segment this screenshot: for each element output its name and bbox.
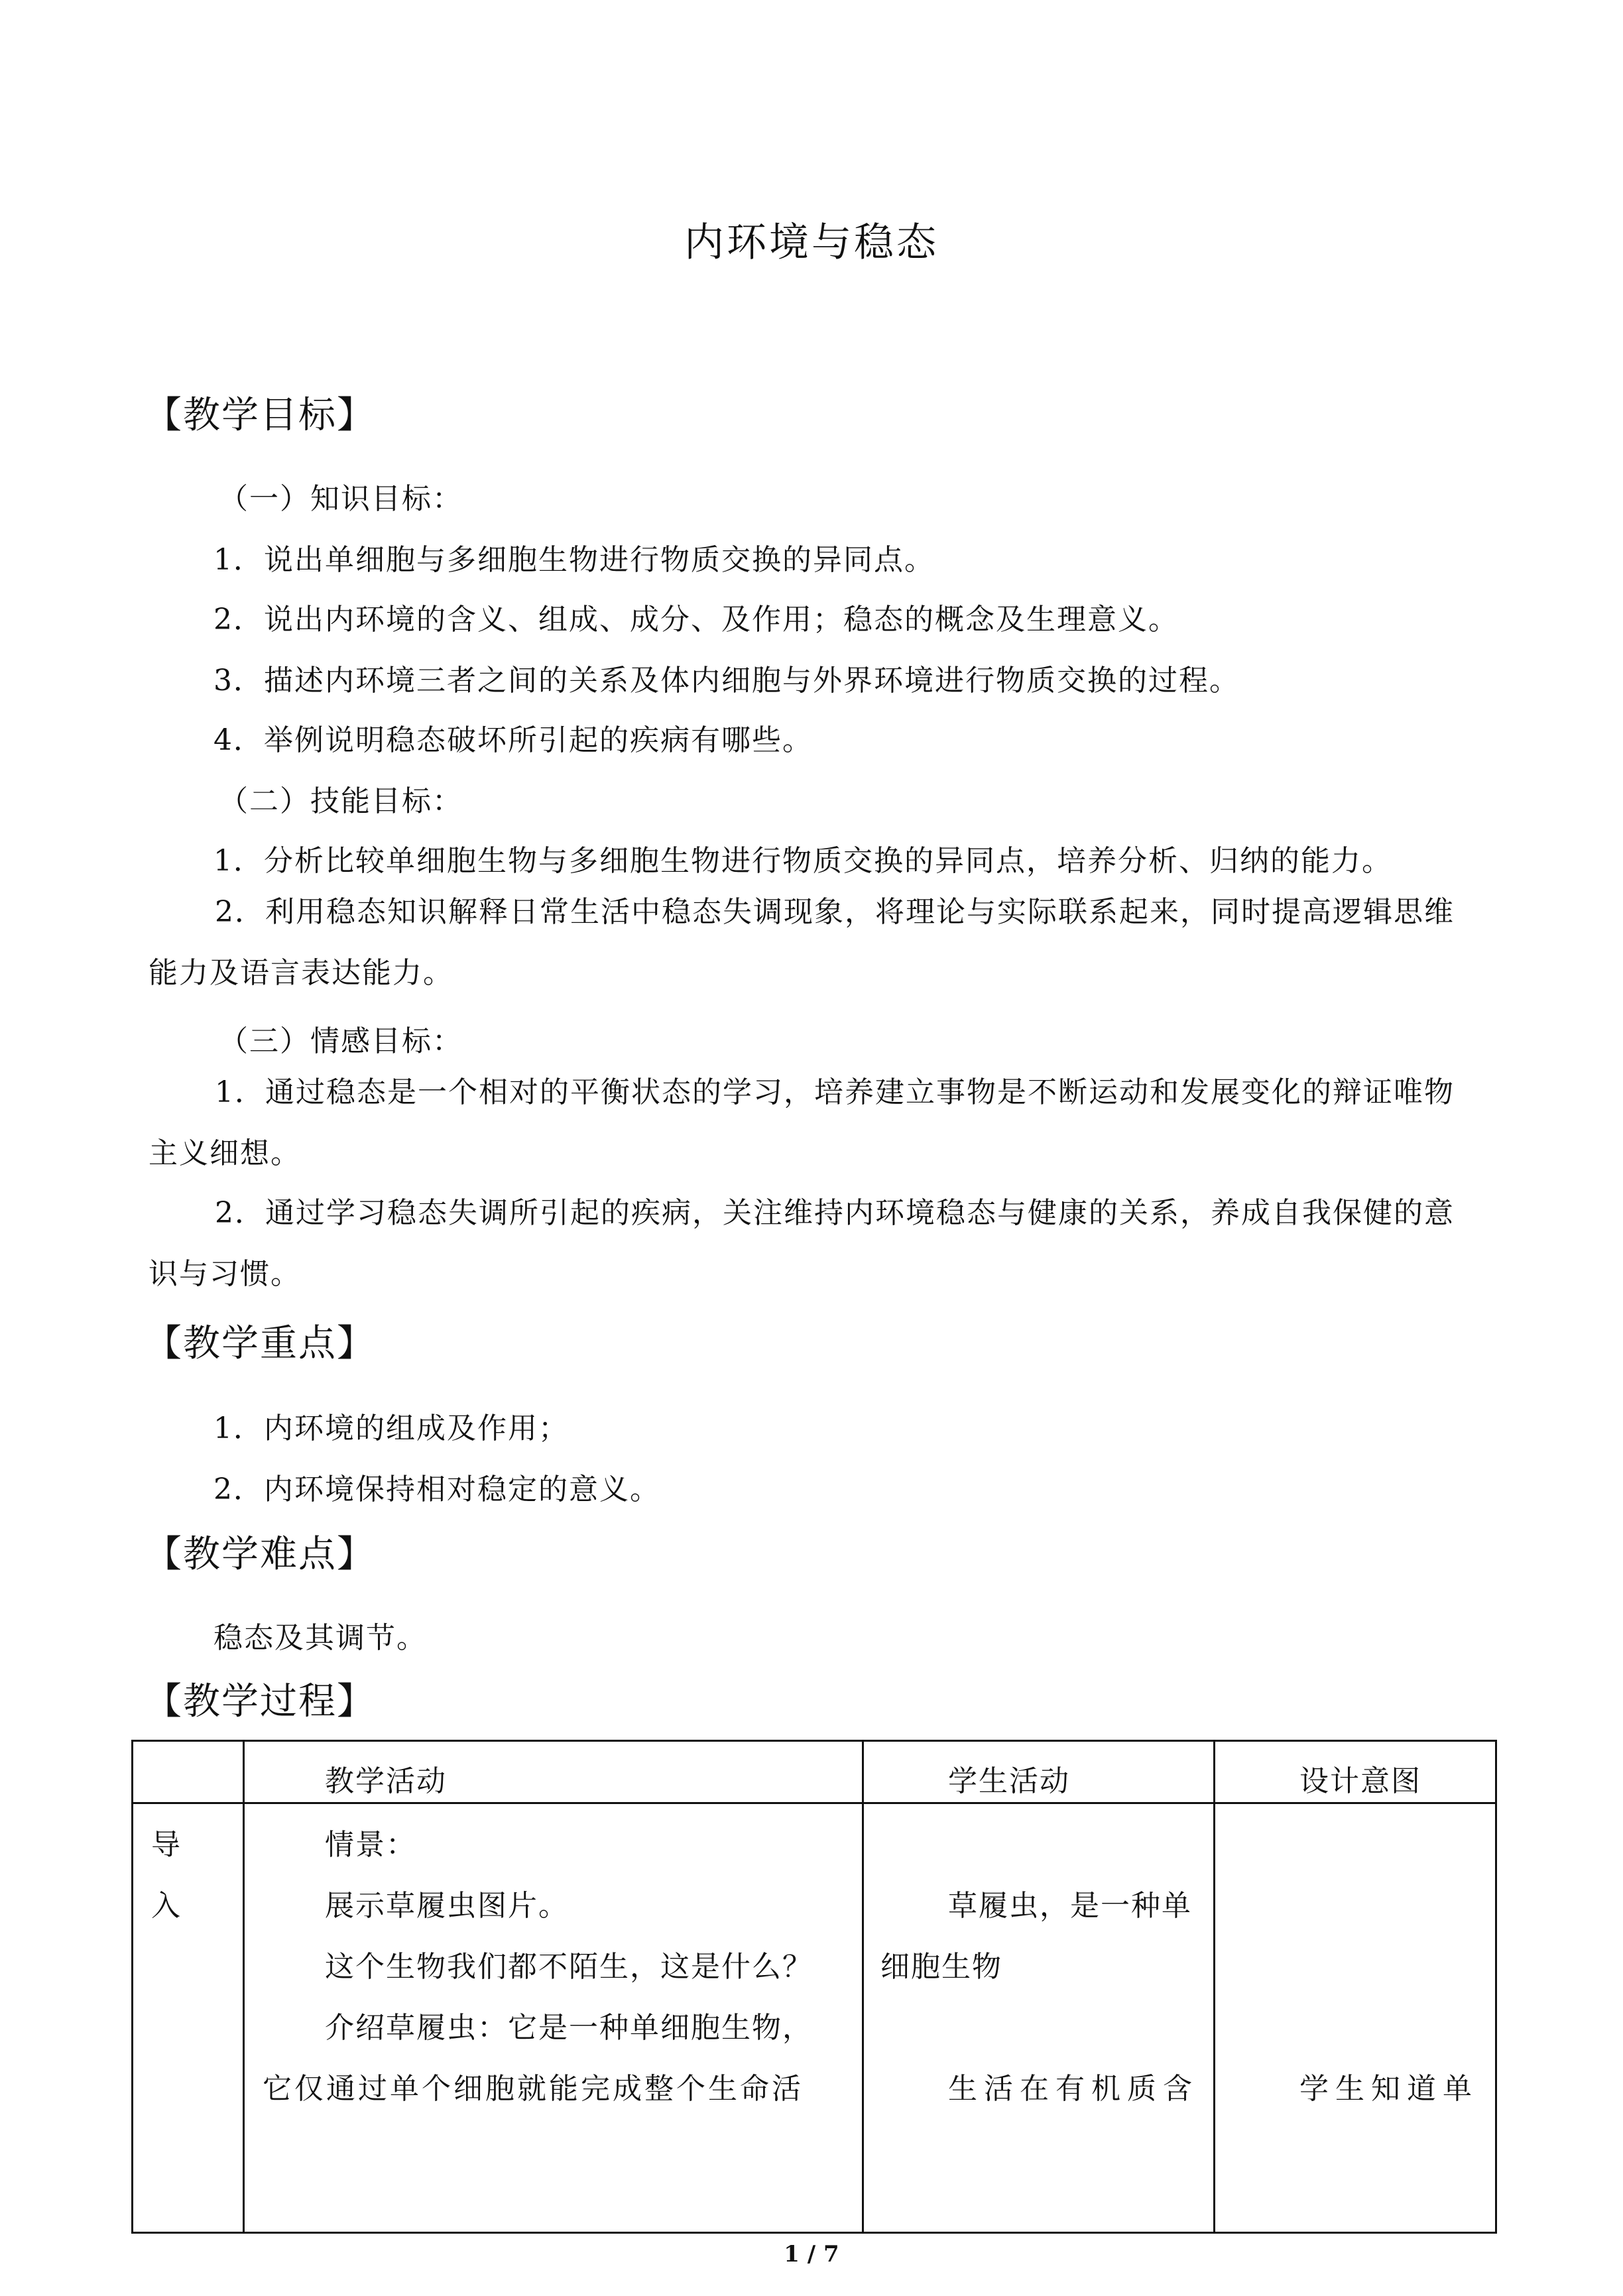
table-border-bottom [131,2232,1497,2234]
emotion-label: （三）情感目标： [219,1024,463,1058]
teacher-activity-line: 介绍草履虫：它是一种单细胞生物， [325,2011,813,2045]
section-heading-key-points: 【教学重点】 [145,1322,375,1365]
difficulty-text: 稳态及其调节。 [213,1621,427,1655]
skill-label: （二）技能目标： [219,784,463,818]
table-col-divider [862,1740,864,2234]
process-table [131,1740,1497,2234]
table-header-teacher: 教学活动 [325,1764,447,1798]
page-number: 1 / 7 [784,2241,839,2267]
key-point-item: 1．内环境的组成及作用； [213,1412,569,1445]
stage-label: 入 [151,1889,182,1923]
emotion-item: 2．通过学习稳态失调所引起的疾病，关注维持内环境稳态与健康的关系，养成自我保健的意识与习惯。 [149,1196,1455,1291]
table-border-right [1495,1740,1497,2234]
teacher-activity-line: 这个生物我们都不陌生，这是什么？ [325,1950,813,1984]
stage-label: 导 [151,1828,182,1862]
key-point-item: 2．内环境保持相对稳定的意义。 [213,1473,660,1506]
student-activity-line: 草履虫，是一种单 [948,1889,1192,1923]
table-header-divider [131,1802,1497,1804]
section-heading-process: 【教学过程】 [145,1680,375,1723]
teacher-activity-line: 它仅通过单个细胞就能完成整个生命活 [263,2072,804,2106]
emotion-item: 1．通过稳态是一个相对的平衡状态的学习，培养建立事物是不断运动和发展变化的辩证唯物主义细想。 [149,1075,1455,1170]
table-border-top [131,1740,1497,1742]
table-col-divider [243,1740,245,2234]
table-header-student: 学生活动 [948,1764,1070,1798]
knowledge-item: 2．说出内环境的含义、组成、成分、及作用；稳态的概念及生理意义。 [213,603,1179,636]
table-header-intent: 设计意图 [1299,1764,1421,1798]
knowledge-item: 1．说出单细胞与多细胞生物进行物质交换的异同点。 [213,543,935,577]
table-col-divider [1213,1740,1215,2234]
knowledge-item: 3．描述内环境三者之间的关系及体内细胞与外界环境进行物质交换的过程。 [213,664,1240,697]
skill-item: 2．利用稳态知识解释日常生活中稳态失调现象，将理论与实际联系起来，同时提高逻辑思维能力及语言表达能力。 [149,895,1455,990]
section-heading-objectives: 【教学目标】 [145,394,375,437]
section-heading-difficulties: 【教学难点】 [145,1533,375,1576]
knowledge-label: （一）知识目标： [219,482,463,516]
student-activity-line: 生活在有机质含 [948,2072,1199,2106]
teacher-activity-line: 展示草履虫图片。 [325,1889,569,1923]
teacher-activity-line: 情景： [325,1828,416,1862]
knowledge-item: 4．举例说明稳态破坏所引起的疾病有哪些。 [213,723,813,757]
design-intent-line: 学生知道单 [1299,2072,1478,2106]
skill-item: 1．分析比较单细胞生物与多细胞生物进行物质交换的异同点，培养分析、归纳的能力。 [213,844,1392,878]
page-title: 内环境与稳态 [684,219,939,266]
table-border-left [131,1740,133,2234]
student-activity-line: 细胞生物 [880,1950,1002,1984]
